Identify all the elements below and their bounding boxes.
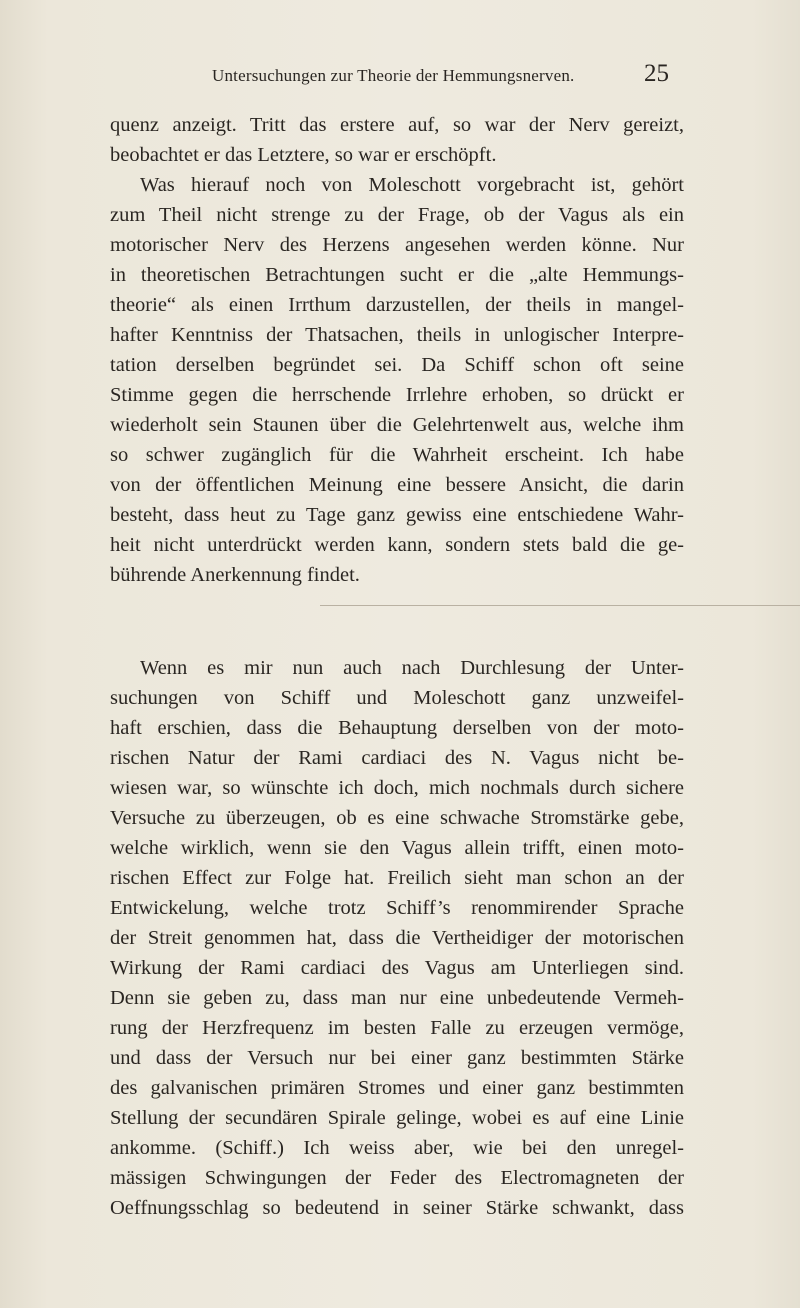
text-line: so schwer zugänglich für die Wahrheit erscheint. Ich habe <box>110 444 684 466</box>
text-line: rischen Effect zur Folge hat. Freilich sieht man schon an der <box>110 867 684 889</box>
text-line: zum Theil nicht strenge zu der Frage, ob der Vagus als ein <box>110 204 684 226</box>
text-line: mässigen Schwingungen der Feder des Electromagneten der <box>110 1167 684 1189</box>
text-line: Stellung der secundären Spirale gelinge, wobei es auf eine Linie <box>110 1107 684 1129</box>
text-line: Wirkung der Rami cardiaci des Vagus am Unterliegen sind. <box>110 957 684 979</box>
text-line: besteht, dass heut zu Tage ganz gewiss eine entschiedene Wahr- <box>110 504 684 526</box>
text-line: wiederholt sein Staunen über die Gelehrtenwelt aus, welche ihm <box>110 414 684 436</box>
text-line: wiesen war, so wünschte ich doch, mich nochmals durch sichere <box>110 777 684 799</box>
text-line: Entwickelung, welche trotz Schiff’s renommirender Sprache <box>110 897 684 919</box>
page-header <box>0 60 800 96</box>
text-line: Was hierauf noch von Moleschott vorgebracht ist, gehört <box>140 174 684 196</box>
text-line: rung der Herzfrequenz im besten Falle zu erzeugen vermöge, <box>110 1017 684 1039</box>
text-line: Denn sie geben zu, dass man nur eine unbedeutende Vermeh- <box>110 987 684 1009</box>
running-head: Untersuchungen zur Theorie der Hemmungsnerven. <box>212 66 575 85</box>
text-line: Wenn es mir nun auch nach Durchlesung der Unter- <box>140 657 684 679</box>
text-line: der Streit genommen hat, dass die Vertheidiger der motorischen <box>110 927 684 949</box>
text-line: Versuche zu überzeugen, ob es eine schwache Stromstärke gebe, <box>110 807 684 829</box>
text-line: tation derselben begründet sei. Da Schiff schon oft seine <box>110 354 684 376</box>
text-line: des galvanischen primären Stromes und einer ganz bestimmten <box>110 1077 684 1099</box>
text-line: ankomme. (Schiff.) Ich weiss aber, wie bei den unregel- <box>110 1137 684 1159</box>
text-line: hafter Kenntniss der Thatsachen, theils in unlogischer Interpre- <box>110 324 684 346</box>
text-line: Oeffnungsschlag so bedeutend in seiner Stärke schwankt, dass <box>110 1197 684 1219</box>
text-line: beobachtet er das Letztere, so war er erschöpft. <box>110 144 497 166</box>
paragraph-2 <box>110 653 684 1223</box>
text-line: von der öffentlichen Meinung eine bessere Ansicht, die darin <box>110 474 684 496</box>
text-line: in theoretischen Betrachtungen sucht er die „alte Hemmungs- <box>110 264 684 286</box>
text-line: bührende Anerkennung findet. <box>110 564 360 586</box>
text-line: suchungen von Schiff und Moleschott ganz unzweifel- <box>110 687 684 709</box>
text-line: rischen Natur der Rami cardiaci des N. Vagus nicht be- <box>110 747 684 769</box>
text-line: quenz anzeigt. Tritt das erstere auf, so war der Nerv gereizt, <box>110 114 684 136</box>
section-divider <box>320 605 800 606</box>
text-line: haft erschien, dass die Behauptung derselben von der moto- <box>110 717 684 739</box>
text-line: welche wirklich, wenn sie den Vagus allein trifft, einen moto- <box>110 837 684 859</box>
page-number: 25 <box>644 60 669 87</box>
text-line: Stimme gegen die herrschende Irrlehre erhoben, so drückt er <box>110 384 684 406</box>
text-line: heit nicht unterdrückt werden kann, sondern stets bald die ge- <box>110 534 684 556</box>
text-line: theorie“ als einen Irrthum darzustellen, der theils in mangel- <box>110 294 684 316</box>
text-line: motorischer Nerv des Herzens angesehen werden könne. Nur <box>110 234 684 256</box>
text-line: und dass der Versuch nur bei einer ganz bestimmten Stärke <box>110 1047 684 1069</box>
paragraph-1 <box>110 110 684 590</box>
